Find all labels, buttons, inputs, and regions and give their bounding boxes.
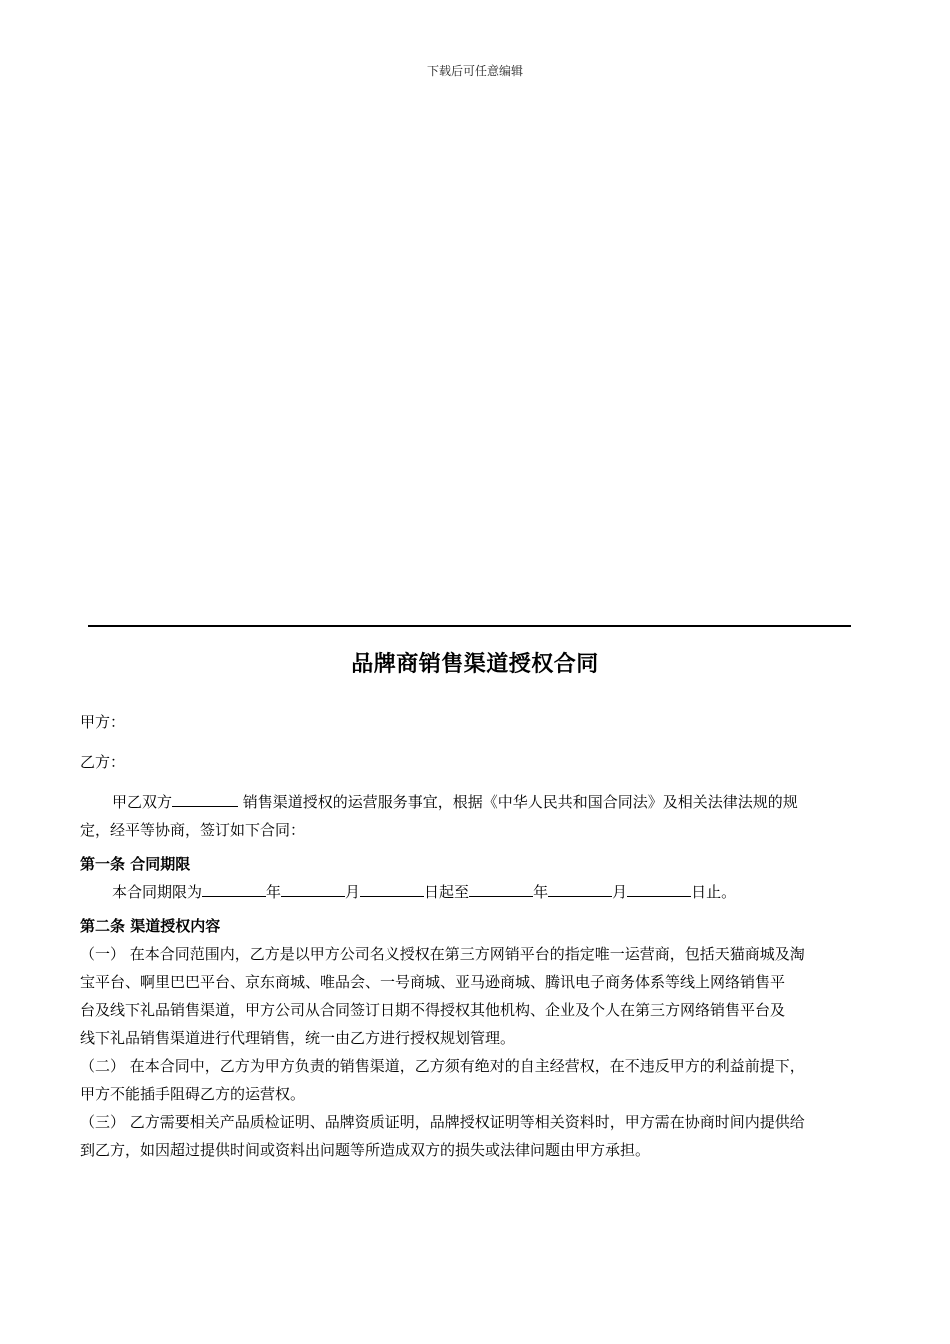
blank-field[interactable] — [360, 878, 424, 897]
intro-line-1 — [80, 788, 880, 816]
intro-line1-rest: 销售渠道授权的运营服务事宜，根据《中华人民共和国合同法》及相关法律法规的规 — [242, 793, 798, 811]
blank-field[interactable] — [202, 878, 266, 897]
blank-field[interactable] — [469, 878, 533, 897]
clause2-line: 甲方不能插手阻碍乙方的运营权。 — [80, 1085, 306, 1103]
clause1-line: 线下礼品销售渠道进行代理销售，统一由乙方进行授权规划管理。 — [80, 1029, 516, 1047]
term-day-from: 日起至 — [424, 883, 470, 901]
term-year: 年 — [266, 883, 282, 901]
clause3-line: 到乙方，如因超过提供时间或资料出问题等所造成双方的损失或法律问题由甲方承担。 — [80, 1141, 651, 1159]
intro-prefix: 甲乙双方 — [112, 793, 173, 811]
article2-title: 第二条 渠道授权内容 — [80, 917, 221, 935]
blank-field[interactable] — [548, 878, 612, 897]
clause1-line: 宝平台、啊里巴巴平台、京东商城、唯品会、一号商城、亚马逊商城、腾讯电子商务体系等线上网络销售平 — [80, 973, 786, 991]
blank-field[interactable] — [281, 878, 345, 897]
clause1-line: （一） 在本合同范围内，乙方是以甲方公司名义授权在第三方网销平台的指定唯一运营商，包括天猫商城及淘 — [80, 945, 805, 963]
blank-field[interactable] — [172, 788, 238, 807]
top-divider — [88, 625, 851, 627]
blank-field[interactable] — [627, 878, 691, 897]
article1-term-line — [80, 878, 880, 906]
clause2-line: （二） 在本合同中，乙方为甲方负责的销售渠道，乙方须有绝对的自主经营权，在不违反甲方的利益前提下， — [80, 1057, 805, 1075]
header-note: 下载后可任意编辑 — [426, 64, 523, 78]
document-body — [80, 708, 880, 1164]
term-day-end: 日止。 — [691, 883, 737, 901]
article1-title: 第一条 合同期限 — [80, 855, 191, 873]
document-title: 品牌商销售渠道授权合同 — [351, 652, 599, 677]
term-text-start: 本合同期限为 — [112, 883, 203, 901]
term-month-end: 月 — [612, 883, 628, 901]
term-year-end: 年 — [533, 883, 549, 901]
intro-line-2: 定，经平等协商，签订如下合同： — [80, 821, 306, 839]
party-a-label: 甲方： — [80, 713, 126, 731]
term-month: 月 — [345, 883, 361, 901]
clause3-line: （三） 乙方需要相关产品质检证明、品牌资质证明，品牌授权证明等相关资料时，甲方需在协商时间内提供给 — [80, 1113, 805, 1131]
clause1-line: 台及线下礼品销售渠道，甲方公司从合同签订日期不得授权其他机构、企业及个人在第三方网络销售平台及 — [80, 1001, 786, 1019]
party-b-label: 乙方： — [80, 753, 126, 771]
